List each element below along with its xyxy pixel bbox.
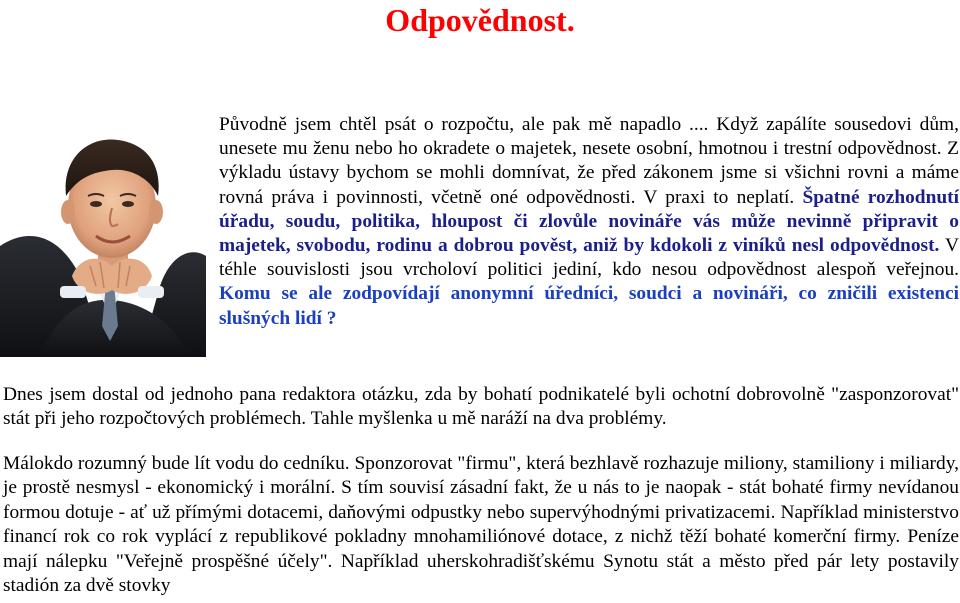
intro-paragraph: [219, 113, 959, 331]
intro-text-politicians: V téhle souvislosti jsou vrcholoví politici jediní, kdo nesou odpovědnost alespoň veřejnou.: [219, 235, 959, 281]
intro-emphasis-statement: Špatné rozhodnutí úřadu, soudu, politika, hloupost či zlovůle novináře vás může nevinně připravit o majetek, svobodu, rodinu a dobrou pověst, aniž by kdokoli z viníků nesl odpovědnost.: [219, 186, 959, 257]
body-paragraph-2: Málokdo rozumný bude lít vodu do cedníku. Sponzorovat "firmu", která bezhlavě rozhazuje miliony, stamiliony i miliardy, je prostě nesmysl - ekonomický i morální. S tím souvisí zásadní fakt, že u nás to je naopak - stát bohaté firmy nevídanou formou dotuje - ať už přímými dotacemi, daňovými odpustky nebo supervýhodnými privatizacemi. Například ministerstvo financí rok co rok vyplácí z republikové pokladny mnohamiliónové dotace, z nichž těží bohaté komerční firmy. Peníze mají nálepku "Veřejně prospěšné účely". Například uherskohradišťskému Synotu stát a město před pár lety postavily stadión za dvě stovky: [3, 453, 959, 597]
portrait-photo: [0, 126, 206, 357]
page-title: Odpovědnost.: [385, 2, 575, 38]
intro-emphasis-question: Komu se ale zodpovídají anonymní úředníci, soudci a novináři, co zničili existenci slušných lidí ?: [219, 283, 959, 329]
intro-text: Původně jsem chtěl psát o rozpočtu, ale pak mě napadlo .... Když zapálíte sousedovi dům, unesete mu ženu nebo ho okradete o majetek, nesete osobní, hmotnou i trestní odpovědnost. Z výkladu ústavy bychom se mohli domnívat, že před zákonem jsme si všichni rovni a máme rovná práva i povinnosti, včetně oné odpovědnosti. V praxi to neplatí.: [219, 114, 959, 208]
body-paragraph-1: Dnes jsem dostal od jednoho pana redaktora otázku, zda by bohatí podnikatelé byli ochotní dobrovolně "zasponzorovat" stát při jeho rozpočtových problémech. Tahle myšlenka u mě naráží na dva problémy.: [3, 384, 959, 430]
